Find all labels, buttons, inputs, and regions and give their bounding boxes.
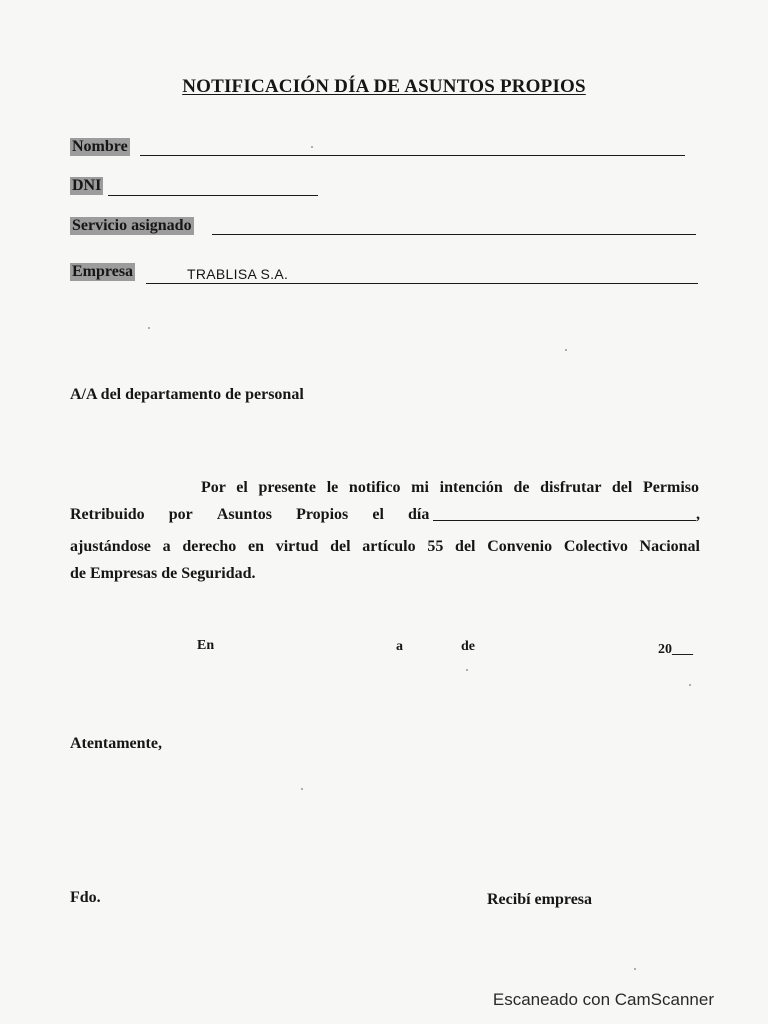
empresa-label: Empresa bbox=[72, 263, 134, 280]
servicio-label: Servicio asignado bbox=[72, 217, 192, 234]
date-blank-group bbox=[408, 506, 700, 524]
body-line-3: ajustándose a derecho en virtud del artículo 55 del Convenio Colectivo Nacional bbox=[70, 538, 700, 555]
body-word: día bbox=[407, 506, 430, 523]
nombre-line bbox=[140, 155, 685, 156]
body-line-4: de Empresas de Seguridad. bbox=[70, 565, 256, 582]
signature-fdo: Fdo. bbox=[70, 889, 101, 906]
scan-speck bbox=[301, 788, 303, 790]
camscanner-watermark: Escaneado con CamScanner bbox=[492, 990, 714, 1009]
date-a: a bbox=[396, 639, 403, 654]
scan-speck bbox=[634, 968, 636, 970]
body-word: el bbox=[372, 506, 384, 523]
empresa-value: TRABLISA S.A. bbox=[187, 266, 289, 282]
body-comma: , bbox=[695, 506, 700, 523]
date-year: 20___ bbox=[658, 642, 693, 657]
body-line-1: Por el presente le notifico mi intención de disfrutar del Permiso bbox=[201, 479, 699, 496]
document-title: NOTIFICACIÓN DÍA DE ASUNTOS PROPIOS bbox=[182, 76, 586, 97]
body-word: por bbox=[168, 506, 193, 523]
nombre-label: Nombre bbox=[72, 138, 128, 155]
recipient-line: A/A del departamento de personal bbox=[70, 386, 304, 403]
scan-speck bbox=[311, 146, 313, 148]
signature-recibi-empresa: Recibí empresa bbox=[487, 891, 593, 908]
body-line-2 bbox=[70, 506, 700, 524]
closing-text: Atentamente, bbox=[70, 735, 162, 752]
servicio-line bbox=[212, 234, 696, 235]
scan-speck bbox=[565, 349, 567, 351]
body-word: Retribuido bbox=[70, 506, 145, 523]
date-de: de bbox=[461, 639, 475, 654]
body-word: Propios bbox=[296, 506, 349, 523]
dni-line bbox=[108, 195, 318, 196]
scan-speck bbox=[466, 669, 468, 671]
scan-speck bbox=[148, 327, 150, 329]
dni-label: DNI bbox=[72, 177, 102, 194]
date-blank-line bbox=[433, 520, 696, 521]
empresa-line bbox=[146, 283, 698, 284]
body-word: Asuntos bbox=[216, 506, 272, 523]
date-en: En bbox=[197, 638, 215, 653]
scan-speck bbox=[689, 684, 691, 686]
